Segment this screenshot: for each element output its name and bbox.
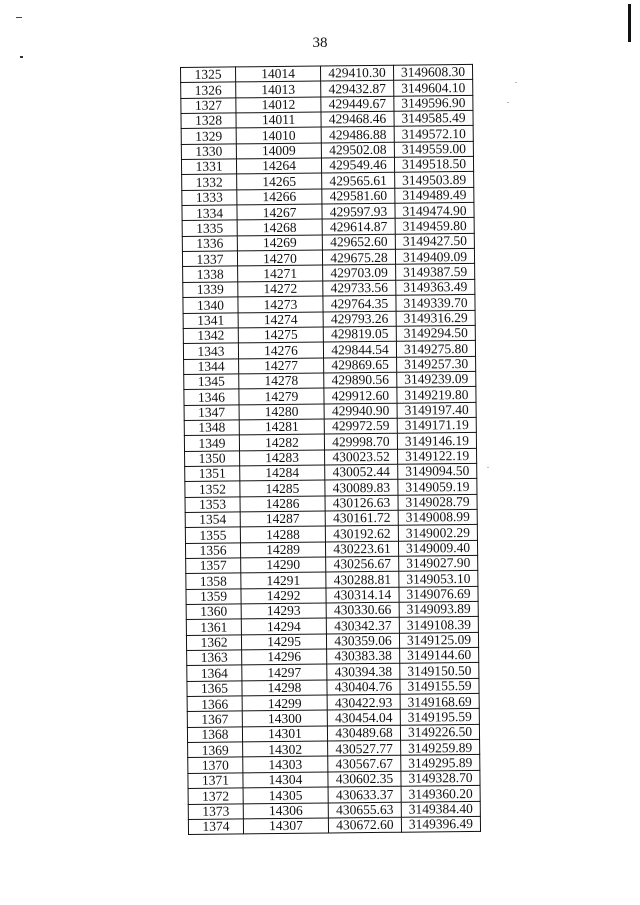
coordinates-table — [180, 64, 481, 835]
x-coordinate-cell: 430052.44 — [325, 464, 398, 480]
point-number-cell: 1354 — [185, 512, 240, 528]
x-coordinate-cell: 430359.06 — [326, 633, 399, 649]
point-number-cell: 1337 — [182, 251, 237, 267]
point-id-cell: 14275 — [238, 327, 323, 343]
point-number-cell: 1370 — [188, 757, 243, 773]
point-id-cell: 14307 — [243, 818, 328, 834]
point-number-cell: 1350 — [185, 450, 240, 466]
point-number-cell: 1332 — [182, 174, 237, 190]
point-id-cell: 14269 — [237, 235, 322, 251]
point-id-cell: 14273 — [238, 296, 323, 312]
x-coordinate-cell: 429998.70 — [324, 433, 397, 449]
x-coordinate-cell: 429972.59 — [324, 418, 397, 434]
point-number-cell: 1334 — [182, 205, 237, 221]
point-number-cell: 1343 — [183, 343, 238, 359]
point-id-cell: 14303 — [243, 756, 328, 772]
point-id-cell: 14014 — [236, 66, 321, 82]
point-id-cell: 14274 — [238, 312, 323, 328]
x-coordinate-cell: 429486.88 — [321, 127, 394, 143]
x-coordinate-cell: 429675.28 — [322, 249, 395, 265]
x-coordinate-cell: 430330.66 — [326, 602, 399, 618]
point-number-cell: 1351 — [185, 466, 240, 482]
x-coordinate-cell: 429449.67 — [321, 96, 394, 112]
point-number-cell: 1356 — [185, 543, 240, 559]
point-id-cell: 14294 — [241, 618, 326, 634]
point-id-cell: 14286 — [240, 496, 325, 512]
y-coordinate-cell: 3149168.69 — [400, 693, 479, 709]
point-id-cell: 14010 — [236, 127, 321, 143]
x-coordinate-cell: 430489.68 — [327, 725, 400, 741]
point-id-cell: 14265 — [237, 173, 322, 189]
point-number-cell: 1374 — [188, 819, 243, 835]
y-coordinate-cell: 3149339.70 — [396, 295, 475, 311]
x-coordinate-cell: 430314.14 — [326, 587, 399, 603]
x-coordinate-cell: 429468.46 — [321, 111, 394, 127]
point-id-cell: 14292 — [241, 588, 326, 604]
y-coordinate-cell: 3149226.50 — [400, 724, 479, 740]
point-number-cell: 1339 — [183, 282, 238, 298]
x-coordinate-cell: 429549.46 — [321, 157, 394, 173]
x-coordinate-cell: 430223.61 — [325, 541, 398, 557]
x-coordinate-cell: 430161.72 — [325, 510, 398, 526]
point-id-cell: 14300 — [242, 710, 327, 726]
y-coordinate-cell: 3149059.19 — [398, 479, 477, 495]
y-coordinate-cell: 3149125.09 — [399, 632, 478, 648]
point-id-cell: 14271 — [238, 265, 323, 281]
y-coordinate-cell: 3149219.80 — [397, 387, 476, 403]
y-coordinate-cell: 3149360.20 — [401, 786, 480, 802]
point-id-cell: 14305 — [243, 787, 328, 803]
y-coordinate-cell: 3149150.50 — [400, 663, 479, 679]
point-id-cell: 14276 — [238, 342, 323, 358]
y-coordinate-cell: 3149474.90 — [395, 203, 474, 219]
point-id-cell: 14290 — [241, 557, 326, 573]
point-number-cell: 1325 — [181, 67, 236, 83]
y-coordinate-cell: 3149275.80 — [396, 341, 475, 357]
point-id-cell: 14282 — [239, 434, 324, 450]
x-coordinate-cell: 430404.76 — [327, 679, 400, 695]
point-number-cell: 1348 — [184, 420, 239, 436]
point-number-cell: 1361 — [186, 619, 241, 635]
point-number-cell: 1328 — [181, 113, 236, 129]
point-id-cell: 14270 — [237, 250, 322, 266]
scan-mark-left — [20, 56, 23, 58]
x-coordinate-cell: 429502.08 — [321, 142, 394, 158]
point-number-cell: 1347 — [184, 404, 239, 420]
point-number-cell: 1353 — [185, 497, 240, 513]
y-coordinate-cell: 3149197.40 — [397, 402, 476, 418]
x-coordinate-cell: 430454.04 — [327, 710, 400, 726]
point-number-cell: 1333 — [182, 190, 237, 206]
page-number: 38 — [312, 35, 328, 51]
point-id-cell: 14264 — [236, 158, 321, 174]
point-number-cell: 1330 — [181, 144, 236, 160]
point-id-cell: 14283 — [240, 450, 325, 466]
y-coordinate-cell: 3149027.90 — [399, 555, 478, 571]
x-coordinate-cell: 430602.35 — [328, 771, 401, 787]
point-id-cell: 14293 — [241, 603, 326, 619]
point-number-cell: 1369 — [188, 742, 243, 758]
y-coordinate-cell: 3149384.40 — [401, 801, 480, 817]
point-id-cell: 14268 — [237, 219, 322, 235]
point-id-cell: 14285 — [240, 480, 325, 496]
point-number-cell: 1367 — [187, 711, 242, 727]
y-coordinate-cell: 3149257.30 — [397, 356, 476, 372]
y-coordinate-cell: 3149585.49 — [394, 110, 473, 126]
y-coordinate-cell: 3149239.09 — [397, 371, 476, 387]
x-coordinate-cell: 429869.65 — [324, 357, 397, 373]
point-id-cell: 14013 — [236, 81, 321, 97]
point-id-cell: 14287 — [240, 511, 325, 527]
x-coordinate-cell: 429912.60 — [324, 387, 397, 403]
point-number-cell: 1338 — [183, 266, 238, 282]
x-coordinate-cell: 429597.93 — [322, 203, 395, 219]
y-coordinate-cell: 3149518.50 — [394, 156, 473, 172]
point-id-cell: 14267 — [237, 204, 322, 220]
y-coordinate-cell: 3149094.50 — [398, 463, 477, 479]
y-coordinate-cell: 3149195.59 — [400, 709, 479, 725]
point-number-cell: 1366 — [187, 696, 242, 712]
point-number-cell: 1329 — [181, 128, 236, 144]
x-coordinate-cell: 429819.05 — [323, 326, 396, 342]
y-coordinate-cell: 3149328.70 — [401, 770, 480, 786]
y-coordinate-cell: 3149396.49 — [401, 816, 480, 832]
point-id-cell: 14279 — [239, 388, 324, 404]
x-coordinate-cell: 429764.35 — [323, 295, 396, 311]
y-coordinate-cell: 3149008.99 — [398, 509, 477, 525]
scan-speck — [507, 102, 509, 103]
x-coordinate-cell: 429703.09 — [323, 265, 396, 281]
x-coordinate-cell: 429652.60 — [322, 234, 395, 250]
x-coordinate-cell: 429890.56 — [324, 372, 397, 388]
scan-mark-top — [16, 17, 22, 18]
x-coordinate-cell: 429432.87 — [321, 81, 394, 97]
point-number-cell: 1371 — [188, 773, 243, 789]
point-id-cell: 14298 — [242, 680, 327, 696]
y-coordinate-cell: 3149122.19 — [398, 448, 477, 464]
y-coordinate-cell: 3149259.89 — [401, 740, 480, 756]
point-id-cell: 14009 — [236, 143, 321, 159]
y-coordinate-cell: 3149155.59 — [400, 678, 479, 694]
y-coordinate-cell: 3149108.39 — [399, 617, 478, 633]
y-coordinate-cell: 3149596.90 — [394, 95, 473, 111]
point-number-cell: 1349 — [184, 435, 239, 451]
y-coordinate-cell: 3149002.29 — [398, 525, 477, 541]
y-coordinate-cell: 3149053.10 — [399, 571, 478, 587]
point-id-cell: 14277 — [239, 358, 324, 374]
x-coordinate-cell: 430527.77 — [328, 740, 401, 756]
point-id-cell: 14284 — [240, 465, 325, 481]
point-number-cell: 1368 — [187, 727, 242, 743]
point-id-cell: 14281 — [239, 419, 324, 435]
point-number-cell: 1331 — [181, 159, 236, 175]
y-coordinate-cell: 3149294.50 — [396, 325, 475, 341]
point-id-cell: 14295 — [241, 634, 326, 650]
y-coordinate-cell: 3149608.30 — [393, 64, 472, 80]
y-coordinate-cell: 3149387.59 — [396, 264, 475, 280]
x-coordinate-cell: 430422.93 — [327, 694, 400, 710]
y-coordinate-cell: 3149572.10 — [394, 126, 473, 142]
point-id-cell: 14278 — [239, 373, 324, 389]
point-number-cell: 1363 — [187, 650, 242, 666]
y-coordinate-cell: 3149489.49 — [395, 187, 474, 203]
point-number-cell: 1362 — [186, 635, 241, 651]
point-number-cell: 1341 — [183, 312, 238, 328]
y-coordinate-cell: 3149503.89 — [395, 172, 474, 188]
point-id-cell: 14280 — [239, 404, 324, 420]
x-coordinate-cell: 430256.67 — [326, 556, 399, 572]
point-number-cell: 1335 — [182, 220, 237, 236]
y-coordinate-cell: 3149171.19 — [397, 417, 476, 433]
x-coordinate-cell: 429565.61 — [322, 173, 395, 189]
table-row — [188, 816, 480, 834]
point-number-cell: 1360 — [186, 604, 241, 620]
y-coordinate-cell: 3149604.10 — [394, 80, 473, 96]
x-coordinate-cell: 430023.52 — [325, 449, 398, 465]
point-number-cell: 1359 — [186, 589, 241, 605]
x-coordinate-cell: 429844.54 — [323, 341, 396, 357]
y-coordinate-cell: 3149076.69 — [399, 586, 478, 602]
point-id-cell: 14304 — [243, 772, 328, 788]
coordinates-table-body — [181, 64, 481, 834]
y-coordinate-cell: 3149146.19 — [397, 433, 476, 449]
x-coordinate-cell: 430288.81 — [326, 572, 399, 588]
y-coordinate-cell: 3149009.40 — [398, 540, 477, 556]
x-coordinate-cell: 429733.56 — [323, 280, 396, 296]
x-coordinate-cell: 430383.38 — [327, 648, 400, 664]
x-coordinate-cell: 430567.67 — [328, 756, 401, 772]
point-id-cell: 14296 — [242, 649, 327, 665]
point-number-cell: 1342 — [183, 328, 238, 344]
x-coordinate-cell: 429940.90 — [324, 403, 397, 419]
point-id-cell: 14302 — [243, 741, 328, 757]
x-coordinate-cell: 429793.26 — [323, 311, 396, 327]
x-coordinate-cell: 430126.63 — [325, 495, 398, 511]
x-coordinate-cell: 430089.83 — [325, 480, 398, 496]
y-coordinate-cell: 3149559.00 — [394, 141, 473, 157]
point-id-cell: 14012 — [236, 97, 321, 113]
y-coordinate-cell: 3149144.60 — [400, 647, 479, 663]
point-id-cell: 14266 — [237, 189, 322, 205]
y-coordinate-cell: 3149295.89 — [401, 755, 480, 771]
point-id-cell: 14289 — [240, 542, 325, 558]
y-coordinate-cell: 3149093.89 — [399, 601, 478, 617]
point-number-cell: 1340 — [183, 297, 238, 313]
x-coordinate-cell: 430633.37 — [328, 786, 401, 802]
point-number-cell: 1344 — [184, 358, 239, 374]
scan-speck — [487, 467, 489, 468]
x-coordinate-cell: 430655.63 — [328, 802, 401, 818]
point-id-cell: 14297 — [242, 664, 327, 680]
point-number-cell: 1358 — [186, 573, 241, 589]
point-number-cell: 1326 — [181, 82, 236, 98]
point-number-cell: 1327 — [181, 98, 236, 114]
point-number-cell: 1372 — [188, 788, 243, 804]
point-id-cell: 14301 — [242, 726, 327, 742]
point-id-cell: 14272 — [238, 281, 323, 297]
point-number-cell: 1373 — [188, 803, 243, 819]
point-id-cell: 14291 — [241, 572, 326, 588]
y-coordinate-cell: 3149363.49 — [396, 279, 475, 295]
x-coordinate-cell: 430192.62 — [325, 526, 398, 542]
point-number-cell: 1355 — [185, 527, 240, 543]
point-number-cell: 1364 — [187, 665, 242, 681]
x-coordinate-cell: 429410.30 — [320, 65, 393, 81]
point-number-cell: 1346 — [184, 389, 239, 405]
x-coordinate-cell: 430672.60 — [328, 817, 401, 833]
point-id-cell: 14011 — [236, 112, 321, 128]
point-number-cell: 1357 — [186, 558, 241, 574]
x-coordinate-cell: 430342.37 — [326, 618, 399, 634]
point-number-cell: 1345 — [184, 374, 239, 390]
y-coordinate-cell: 3149427.50 — [395, 233, 474, 249]
x-coordinate-cell: 429614.87 — [322, 219, 395, 235]
scan-speck — [515, 82, 517, 83]
y-coordinate-cell: 3149409.09 — [395, 249, 474, 265]
point-id-cell: 14306 — [243, 802, 328, 818]
point-id-cell: 14288 — [240, 526, 325, 542]
x-coordinate-cell: 430394.38 — [327, 664, 400, 680]
point-number-cell: 1365 — [187, 681, 242, 697]
y-coordinate-cell: 3149459.80 — [395, 218, 474, 234]
point-number-cell: 1336 — [182, 236, 237, 252]
point-number-cell: 1352 — [185, 481, 240, 497]
x-coordinate-cell: 429581.60 — [322, 188, 395, 204]
y-coordinate-cell: 3149028.79 — [398, 494, 477, 510]
y-coordinate-cell: 3149316.29 — [396, 310, 475, 326]
point-id-cell: 14299 — [242, 695, 327, 711]
